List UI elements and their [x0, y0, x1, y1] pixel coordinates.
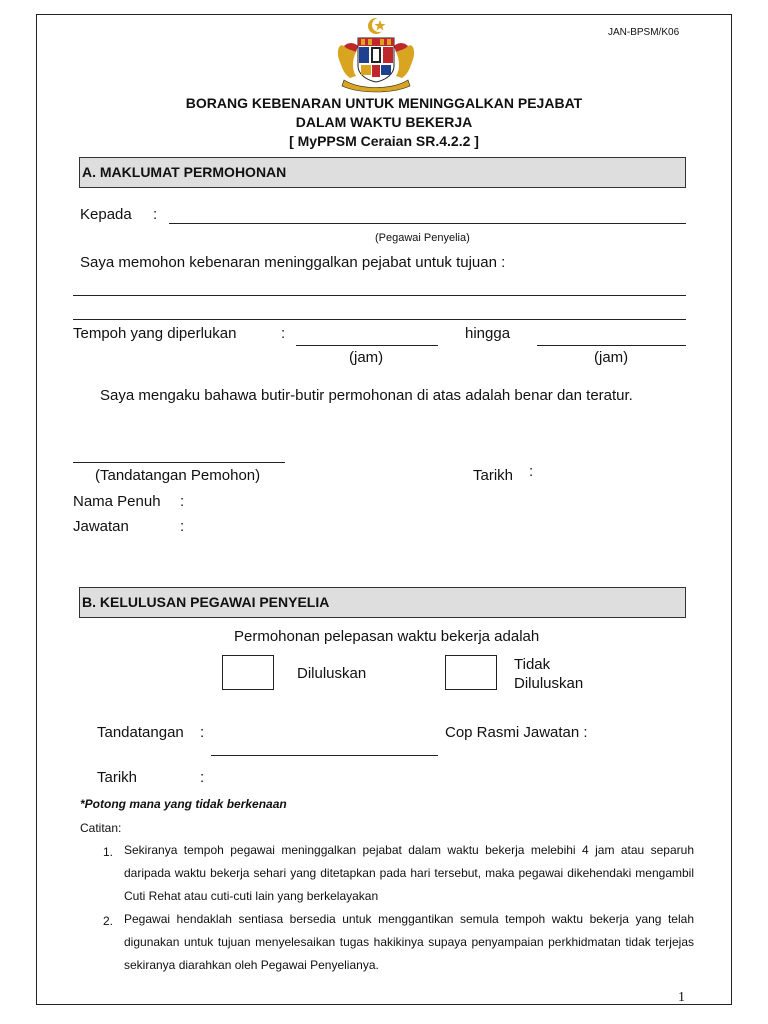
not-approved-label-line1: Tidak: [514, 656, 551, 673]
note-2-text: Pegawai hendaklah sentiasa bersedia untuk menggantikan semula tempoh waktu bekerja yang telah digunakan untuk tujuan menyelesaikan tugas hakikinya supaya penyampaian perkhidmatan tidak terjejas sekiranya diarahkan oleh Pegawai Penyelianya.: [124, 912, 694, 972]
hingga-label: hingga: [465, 325, 511, 342]
jawatan-label: Jawatan: [73, 518, 129, 535]
tandatangan-label: Tandatangan: [97, 724, 184, 741]
nama-penuh-colon: :: [180, 493, 185, 510]
note-1-text: Sekiranya tempoh pegawai meninggalkan pejabat dalam waktu bekerja melebihi 4 jam atau separuh daripada waktu bekerja sehari yang ditetapkan pada hari tersebut, maka pegawai dikehendaki mengambil Cuti Rehat atau cuti-cuti lain yang berkelayakan: [124, 843, 694, 903]
section-a-heading: A. MAKLUMAT PERMOHONAN: [82, 164, 287, 180]
not-approved-checkbox[interactable]: [445, 655, 497, 690]
malaysia-coat-of-arms-icon: [330, 16, 422, 94]
pegawai-penyelia-hint: (Pegawai Penyelia): [375, 232, 470, 244]
applicant-signature-label: (Tandatangan Pemohon): [95, 467, 261, 484]
applicant-signature-field[interactable]: [73, 462, 285, 463]
approval-text: Permohonan pelepasan waktu bekerja adalah: [234, 628, 540, 645]
tarikh-b-colon: :: [200, 769, 205, 786]
catitan-label: Catitan:: [80, 821, 122, 835]
kepada-colon: :: [153, 206, 158, 223]
strike-note: *Potong mana yang tidak berkenaan: [80, 797, 287, 811]
purpose-field-line2[interactable]: [73, 319, 686, 320]
kepada-field[interactable]: [169, 223, 686, 224]
section-a-header: [79, 157, 686, 188]
cop-rasmi-label: Cop Rasmi Jawatan :: [445, 724, 588, 741]
tempoh-label: Tempoh yang diperlukan: [73, 325, 237, 342]
approved-checkbox[interactable]: [222, 655, 274, 690]
tarikh-a-label: Tarikh: [473, 467, 514, 484]
tempoh-colon: :: [281, 325, 286, 342]
form-title-line1: BORANG KEBENARAN UNTUK MENINGGALKAN PEJABAT: [185, 95, 583, 111]
tarikh-b-label: Tarikh: [97, 769, 138, 786]
declaration-text: Saya mengaku bahawa butir-butir permohonan di atas adalah benar dan teratur.: [100, 387, 633, 404]
kepada-label: Kepada: [80, 206, 132, 223]
not-approved-label-line2: Diluluskan: [514, 675, 584, 692]
tempoh-to-field[interactable]: [537, 345, 686, 346]
page-number: 1: [678, 990, 685, 1005]
jam-from-label: (jam): [349, 349, 384, 366]
nama-penuh-label: Nama Penuh: [73, 493, 161, 510]
tarikh-a-colon: :: [529, 463, 534, 480]
purpose-request-text: Saya memohon kebenaran meninggalkan pejabat untuk tujuan :: [80, 254, 506, 271]
approved-label: Diluluskan: [297, 665, 367, 682]
note-1-number: 1.: [103, 845, 114, 859]
tandatangan-colon: :: [200, 724, 205, 741]
section-b-heading: B. KELULUSAN PEGAWAI PENYELIA: [82, 594, 330, 610]
jawatan-colon: :: [180, 518, 185, 535]
supervisor-signature-field[interactable]: [211, 755, 438, 756]
form-title-line2: DALAM WAKTU BEKERJA: [295, 114, 473, 130]
tempoh-from-field[interactable]: [296, 345, 438, 346]
purpose-field-line1[interactable]: [73, 295, 686, 296]
form-title-line3: [ MyPPSM Ceraian SR.4.2.2 ]: [289, 133, 479, 149]
jam-to-label: (jam): [594, 349, 629, 366]
form-code: JAN-BPSM/K06: [608, 27, 680, 38]
note-2-number: 2.: [103, 914, 114, 928]
section-b-header: [79, 587, 686, 618]
